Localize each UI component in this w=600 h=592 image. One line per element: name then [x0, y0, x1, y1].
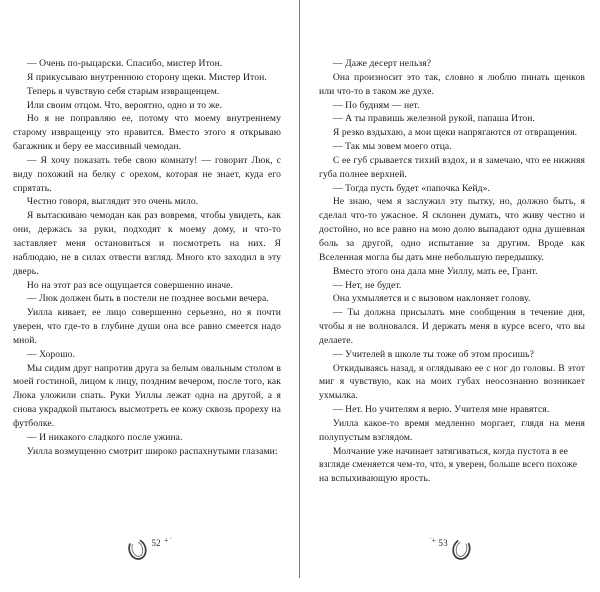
right-page-textblock	[319, 57, 585, 486]
paragraph: Но на этот раз все ощущается совершенно иначе.	[26, 279, 234, 291]
paragraph: Уилла кивает, ее лицо совершенно серьезно, но я почти уверен, что где-то в глубине души она все равно смеется надо мной.	[13, 307, 281, 346]
paragraph: Не знаю, чем я заслужил эту пытку, но, должно быть, я сделал что-то ужасное. Я склонен думать, что живу честно и достойно, но все равно на мою долю выпадают одна душевная боль за другой, одно испытание за другим. Вроде как Вселенная могла бы дать мне небольшую передышку.	[319, 196, 585, 263]
paragraph: — Нет, не будет.	[332, 279, 402, 291]
paragraph: — И никакого сладкого после ужина.	[26, 431, 183, 443]
paragraph: Мы сидим друг напротив друга за белым овальным столом в моей гостиной, лицом к лицу, поздним вечером, после того, как Люка уложили спать. Руки Уиллы лежат одна на другой, а я снова украдкой пытаюсь высмотреть ее кожу сквозь прореху на футболке.	[13, 362, 281, 429]
sparkle-icon: ˙+	[429, 536, 436, 545]
paragraph: — Хорошо.	[26, 348, 76, 360]
paragraph: Но я не поправляю ее, потому что моему внутреннему старому извращенцу это нравится. Вместо этого я открываю багажник и беру ее массивный чемодан.	[13, 113, 281, 153]
page-number: 52	[151, 538, 161, 548]
paragraph: Я прикусываю внутреннюю сторону щеки. Мистер Итон.	[26, 71, 267, 83]
left-page-folio	[0, 520, 300, 576]
paragraph: — Даже десерт нельзя?	[332, 58, 432, 69]
paragraph: Уилла какое-то время медленно моргает, глядя на меня полупустым взглядом.	[319, 417, 585, 443]
paragraph: Откидываясь назад, я оглядываю ее с ног до головы. В этот миг я чувствую, как на моих губах неосознанно возникает ухмылка.	[319, 362, 585, 402]
paragraph: Честно говоря, выглядит это очень мило.	[26, 196, 199, 208]
paragraph: Я вытаскиваю чемодан как раз вовремя, чтобы увидеть, как они, держась за руки, подходят к моему дому, и что-то заставляет меня остановиться и посмотреть на них. Я наблюдаю, не в силах отвести взгляд. Много кто заходил в эту дверь.	[13, 210, 281, 277]
paragraph: Теперь я чувствую себя старым извращенцем.	[26, 85, 220, 97]
paragraph: Вместо этого она дала мне Уиллу, мать ее, Грант.	[332, 265, 538, 277]
paragraph: — По будням — нет.	[332, 99, 420, 111]
right-page-folio	[300, 520, 600, 576]
sparkle-icon: + ˙	[163, 536, 172, 545]
paragraph: — Нет. Но учителям я верю. Учителя мне нравятся.	[332, 404, 550, 416]
paragraph: Я резко вздыхаю, а мои щеки напрягаются от отвращения.	[332, 127, 578, 139]
paragraph: Она ухмыляется и с вызовом наклоняет голову.	[332, 293, 531, 305]
right-page	[300, 0, 600, 592]
paragraph: — Очень по-рыцарски. Спасибо, мистер Итон.	[26, 58, 223, 69]
paragraph: — Так мы зовем моего отца.	[332, 141, 452, 153]
paragraph: Уилла возмущенно смотрит широко распахнутыми глазами:	[26, 445, 278, 457]
paragraph: Или своим отцом. Что, вероятно, одно и то же.	[26, 99, 223, 111]
paragraph: — Люк должен быть в постели не позднее восьми вечера.	[26, 293, 269, 305]
paragraph: — Ты должна присылать мне сообщения в течение дня, чтобы я не волновался. И держать меня в курсе всего, что вы делаете.	[319, 307, 585, 346]
paragraph: Она произносит это так, словно я люблю пинать щенков или что-то в таком же духе.	[319, 71, 585, 97]
paragraph: — Я хочу показать тебе свою комнату! — говорит Люк, с виду похожий на белку с орехом, которая не знает, куда его спрятать.	[13, 154, 281, 194]
left-page-textblock	[13, 57, 281, 458]
paragraph: — Учителей в школе ты тоже об этом просишь?	[332, 348, 534, 360]
horseshoe-icon	[126, 537, 152, 564]
paragraph: — Тогда пусть будет «папочка Кейд».	[332, 182, 491, 194]
paragraph: — А ты правишь железной рукой, папаша Итон.	[332, 113, 535, 125]
horseshoe-icon	[448, 538, 473, 564]
paragraph: С ее губ срывается тихий вздох, и я замечаю, что ее нижняя губа полнее верхней.	[319, 154, 585, 180]
paragraph: Молчание уже начинает затягиваться, когда пустота в ее взгляде сменяется чем-то, что, я уверен, больше всего похоже на вспыхивающую ярость.	[319, 445, 578, 485]
page-number: 53	[438, 538, 448, 548]
